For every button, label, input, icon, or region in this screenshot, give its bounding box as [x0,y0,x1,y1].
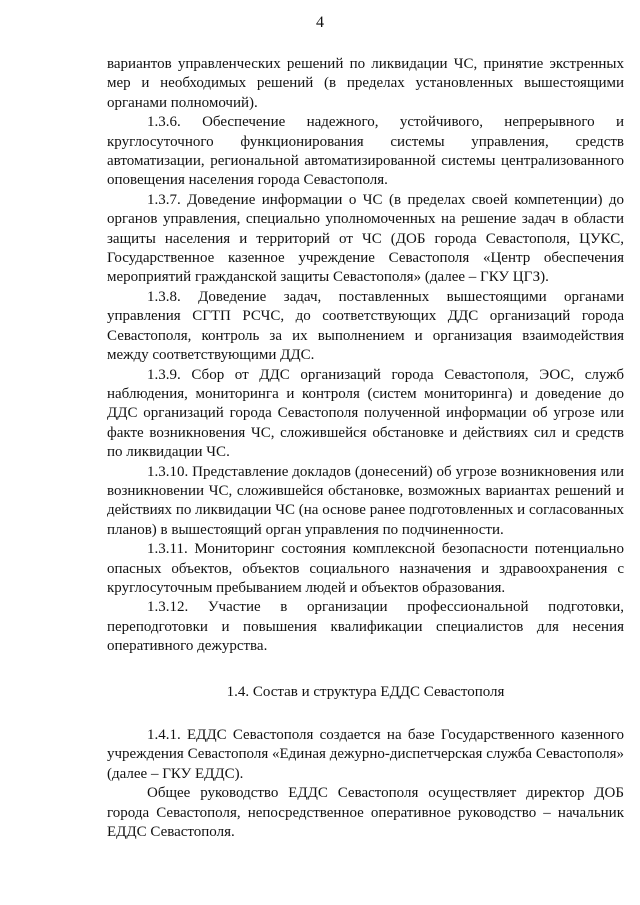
paragraph-1-3-9: 1.3.9. Сбор от ДДС организаций города Севастополя, ЭОС, служб наблюдения, мониторинга и контроля (систем мониторинга) и доведение до ДДС организаций города Севастополя полученной информации об угрозе или факте возникновения ЧС, сложившейся обстановке и действиях сил и средств по ликвидации ЧС. [107,366,624,461]
paragraph-1-3-10: 1.3.10. Представление докладов (донесений) об угрозе возникновения или возникновении ЧС, сложившейся обстановке, возможных вариантах решений и действиях по ликвидации ЧС (на основе ранее подготовленных и согласованных планов) в вышестоящий орган управления по подчиненности. [107,463,624,538]
paragraph-1-3-11: 1.3.11. Мониторинг состояния комплексной безопасности потенциально опасных объектов, объектов социального назначения и здравоохранения с круглосуточным пребыванием людей и объектов образования. [107,541,624,596]
page-number: 4 [316,14,324,31]
paragraph-general-management: Общее руководство ЕДДС Севастополя осуществляет директор ДОБ города Севастополя, непосредственное оперативное руководство – начальник ЕДДС Севастополя. [107,785,624,841]
paragraph-1-3-6: 1.3.6. Обеспечение надежного, устойчивого, непрерывного и круглосуточного функционирования системы управления, средств автоматизации, региональной автоматизированной системы централизованного оповещения населения города Севастополя. [107,114,624,189]
paragraph-continuation: вариантов управленческих решений по ликвидации ЧС, принятие экстренных мер и необходимых решений (в пределах установленных вышестоящими органами полномочий). [107,56,624,111]
paragraph-1-4-1: 1.4.1. ЕДДС Севастополя создается на базе Государственного казенного учреждения Севастополя «Единая дежурно-диспетчерская служба Севастополя» (далее – ГКУ ЕДДС). [107,727,624,782]
section-heading: 1.4. Состав и структура ЕДДС Севастополя [226,683,505,700]
document-body [107,55,624,842]
paragraph-1-3-8: 1.3.8. Доведение задач, поставленных вышестоящими органами управления СГТП РСЧС, до соответствующих ДДС организаций города Севастополя, контроль за их выполнением и организация взаимодействия между соответствующими ДДС. [107,288,624,364]
paragraph-1-3-12: 1.3.12. Участие в организации профессиональной подготовки, переподготовки и повышения квалификации специалистов для несения оперативного дежурства. [107,599,624,655]
paragraph-1-3-7: 1.3.7. Доведение информации о ЧС (в пределах своей компетенции) до органов управления, специально уполномоченных на решение задач в области защиты населения и территорий от ЧС (ДОБ города Севастополя, ЦУКС, Государственное казенное учреждение Севастополя «Центр обеспечения мероприятий гражданской защиты Севастополя» (далее – ГКУ ЦГЗ). [107,191,624,286]
